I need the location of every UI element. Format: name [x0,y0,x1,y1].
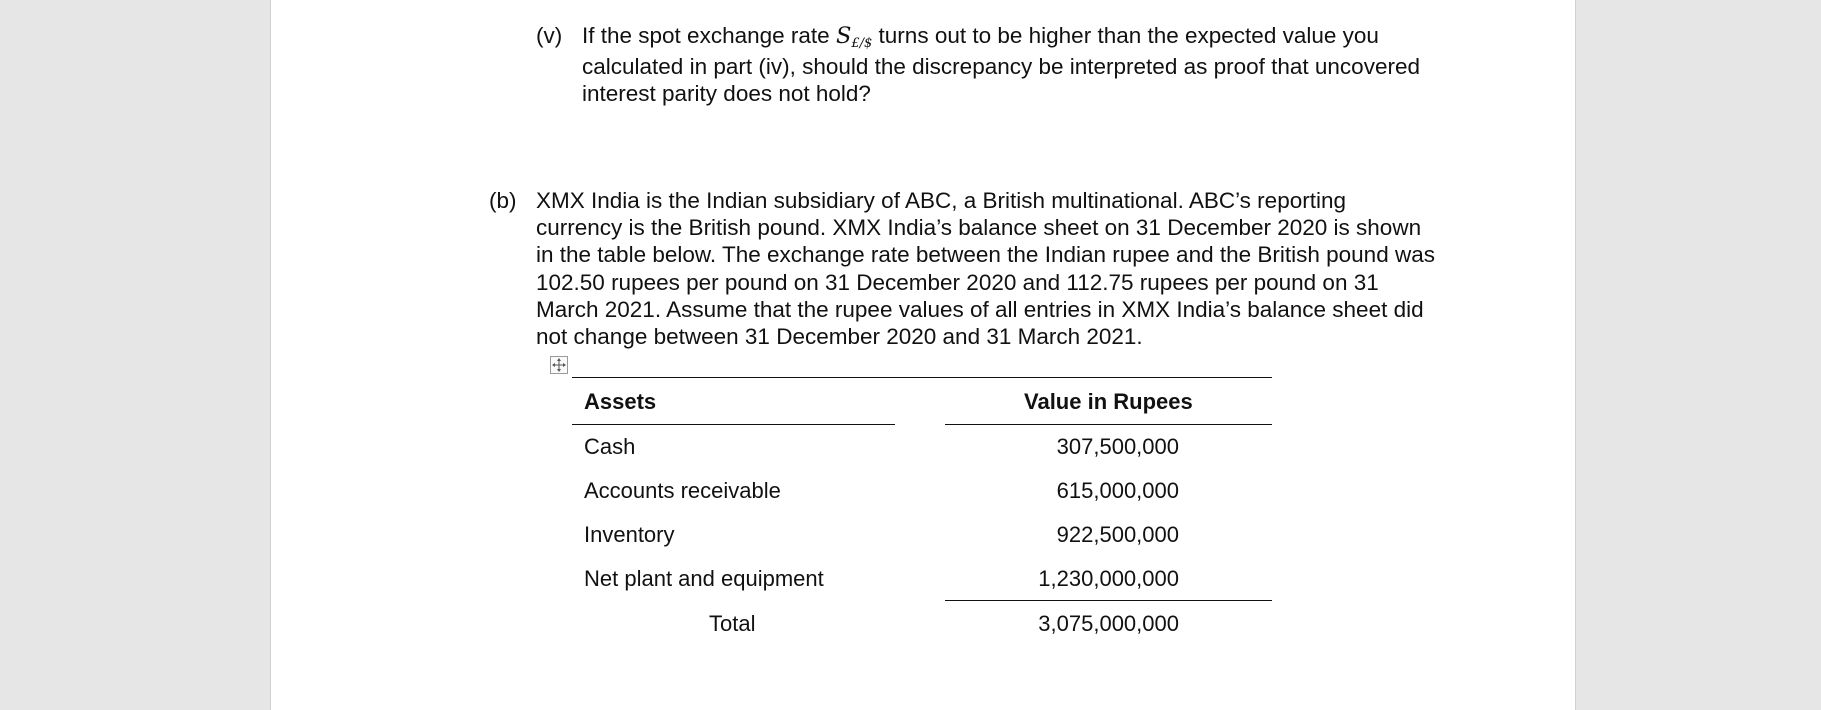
part-b-line: in the table below. The exchange rate between the Indian rupee and the British pound was [536,242,1435,267]
total-value: 3,075,000,000 [1038,611,1179,636]
asset-value: 307,500,000 [1056,434,1179,459]
part-b-line: currency is the British pound. XMX India’s balance sheet on 31 December 2020 is shown [536,215,1422,240]
header-underline-value [945,424,1272,425]
document-page [270,0,1576,710]
asset-name: Accounts receivable [584,478,781,503]
move-handle-icon[interactable] [550,356,568,374]
part-v-line-1-after: turns out to be higher than the expected value you [878,23,1379,48]
asset-value: 922,500,000 [1056,522,1179,547]
asset-name: Inventory [584,522,675,547]
part-v-line-2: calculated in part (iv), should the discrepancy be interpreted as proof that uncovered [582,54,1420,79]
header-value: Value in Rupees [1024,389,1193,414]
asset-value: 1,230,000,000 [1038,566,1179,591]
exchange-rate-symbol [836,23,872,49]
math-subscript: £/$ [851,36,873,51]
part-v-line-1-before: If the spot exchange rate [582,23,830,48]
asset-name: Net plant and equipment [584,566,824,591]
part-v-line-3: interest parity does not hold? [582,81,871,106]
part-b-line: March 2021. Assume that the rupee values of all entries in XMX India’s balance sheet did [536,297,1424,322]
asset-name: Cash [584,434,636,459]
part-b-label: (b) [489,188,517,213]
total-label: Total [709,611,756,636]
total-rule [945,600,1272,601]
part-b-line: XMX India is the Indian subsidiary of ABC, a British multinational. ABC’s reporting [536,188,1346,213]
asset-value: 615,000,000 [1056,478,1179,503]
part-v-label: (v) [536,23,563,48]
header-assets: Assets [584,389,657,414]
part-b-line: not change between 31 December 2020 and 31 March 2021. [536,324,1143,349]
math-base: S [835,23,852,49]
header-underline-assets [572,424,895,425]
part-b-line: 102.50 rupees per pound on 31 December 2020 and 112.75 rupees per pound on 31 [536,270,1379,295]
table-top-border [572,377,1272,378]
